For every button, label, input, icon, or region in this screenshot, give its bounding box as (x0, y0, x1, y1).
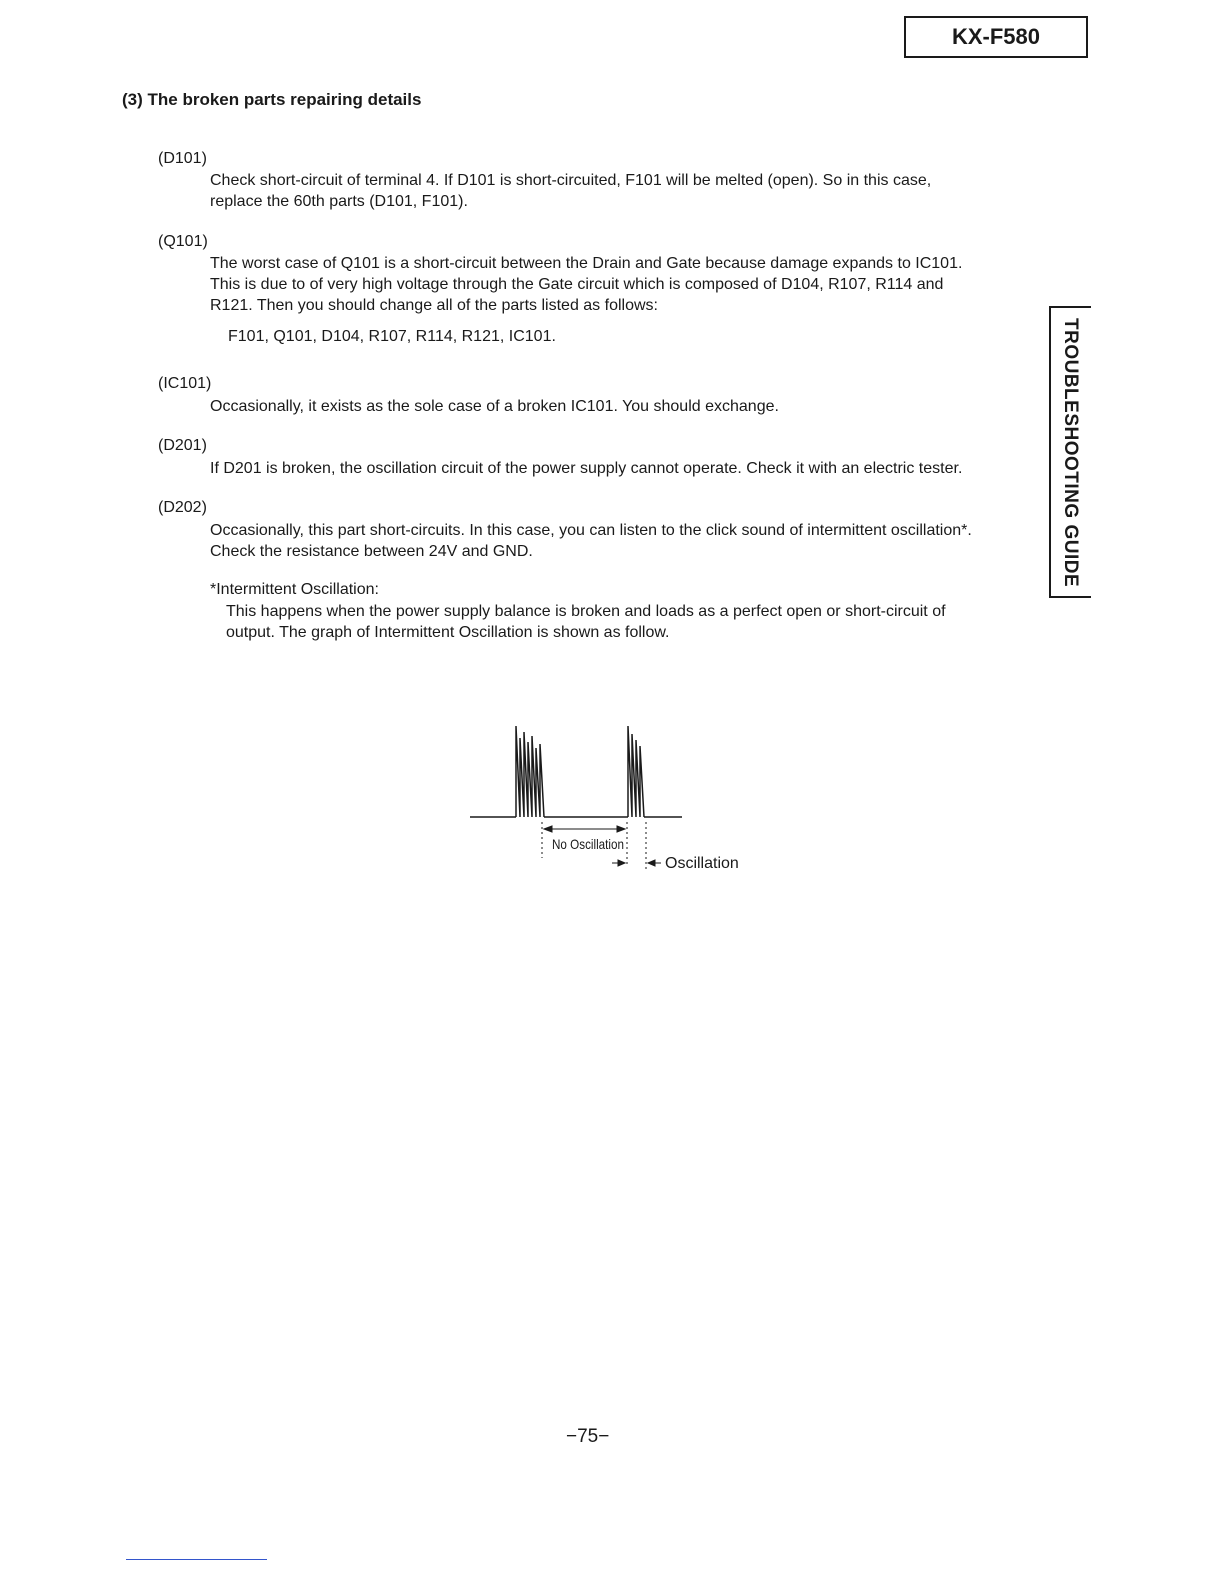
text-line: The worst case of Q101 is a short-circuit between the Drain and Gate because damage expands to IC101. (210, 255, 963, 272)
arrowhead-left (544, 826, 552, 832)
arrowhead (648, 860, 655, 866)
paragraph-ic101 (210, 396, 779, 417)
section-heading: (3) The broken parts repairing details (122, 90, 422, 109)
intermittent-oscillation-graph (468, 718, 768, 878)
part-label-ic101: (IC101) (158, 375, 212, 392)
paragraph-d201 (210, 458, 962, 479)
page-number: −75− (566, 1426, 610, 1447)
footer-rule (126, 1559, 267, 1560)
text-line: This happens when the power supply balance is broken and loads as a perfect open or short-circuit of (226, 603, 946, 620)
oscillation-burst-1 (516, 726, 544, 817)
text-line: replace the 60th parts (D101, F101). (210, 193, 468, 210)
intermittent-oscillation-title: *Intermittent Oscillation: (210, 581, 379, 598)
arrowhead-right (617, 826, 625, 832)
paragraph-q101 (210, 253, 962, 316)
text-line: If D201 is broken, the oscillation circuit of the power supply cannot operate. Check it with an electric tester. (210, 460, 963, 477)
part-label-d201: (D201) (158, 437, 207, 454)
oscillation-label: Oscillation (665, 855, 739, 872)
replacement-parts-list: F101, Q101, D104, R107, R114, R121, IC101. (228, 328, 556, 345)
intermittent-oscillation-paragraph (226, 601, 946, 643)
side-tab-label: TROUBLESHOOTING GUIDE (1060, 318, 1081, 588)
oscillation-burst-2 (628, 726, 644, 817)
part-label-q101: (Q101) (158, 233, 208, 250)
arrowhead (618, 860, 625, 866)
text-line: Occasionally, it exists as the sole case of a broken IC101. You should exchange. (210, 398, 779, 415)
no-oscillation-label: No Oscillation (552, 836, 624, 852)
paragraph-d101 (210, 170, 931, 212)
model-number-box: KX-F580 (904, 16, 1088, 58)
text-line: R121. Then you should change all of the parts listed as follows: (210, 297, 658, 314)
part-label-d202: (D202) (158, 499, 207, 516)
part-label-d101: (D101) (158, 150, 207, 167)
text-line: This is due to of very high voltage through the Gate circuit which is composed of D104, R107, R114 and (210, 276, 944, 293)
text-line: Check short-circuit of terminal 4. If D101 is short-circuited, F101 will be melted (open). So in this case, (210, 172, 932, 189)
text-line: Check the resistance between 24V and GND. (210, 543, 533, 560)
text-line: Occasionally, this part short-circuits. In this case, you can listen to the click sound of intermittent oscillation*. (210, 522, 972, 539)
paragraph-d202 (210, 520, 972, 562)
text-line: output. The graph of Intermittent Oscillation is shown as follow. (226, 624, 670, 641)
